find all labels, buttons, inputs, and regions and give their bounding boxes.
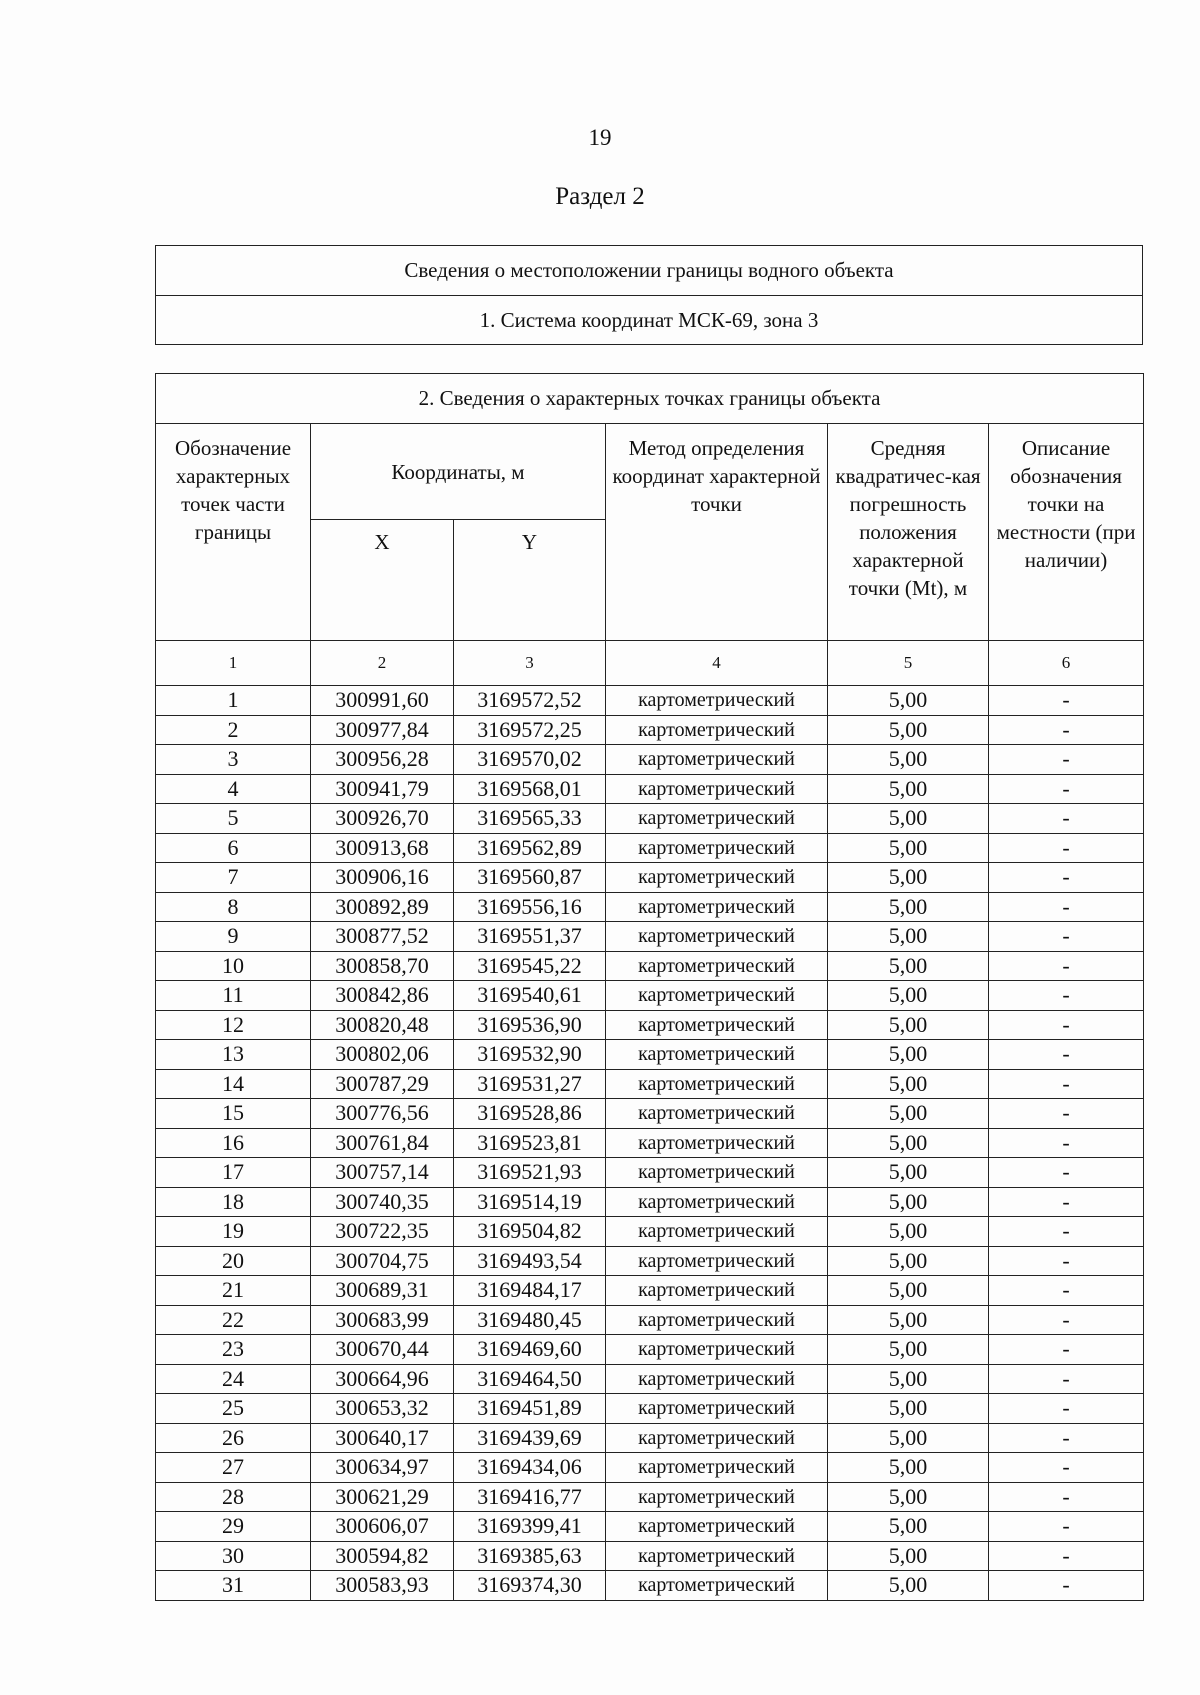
error-cell: 5,00 [828,922,989,952]
coordinate-system: 1. Система координат МСК-69, зона 3 [156,295,1142,344]
method-cell: картометрический [606,774,828,804]
y-coordinate-cell: 3169399,41 [454,1512,606,1542]
y-coordinate-cell: 3169464,50 [454,1364,606,1394]
x-coordinate-cell: 300820,48 [311,1010,454,1040]
header-coordinates: Координаты, м [311,424,606,520]
x-coordinate-cell: 300757,14 [311,1158,454,1188]
error-cell: 5,00 [828,715,989,745]
error-cell: 5,00 [828,1069,989,1099]
point-number-cell: 30 [156,1541,311,1571]
description-cell: - [989,1423,1144,1453]
point-number-cell: 13 [156,1040,311,1070]
header-description: Описание обозначения точки на местности (при наличии) [989,424,1144,641]
y-coordinate-cell: 3169523,81 [454,1128,606,1158]
method-cell: картометрический [606,1335,828,1365]
y-coordinate-cell: 3169484,17 [454,1276,606,1306]
point-number-cell: 29 [156,1512,311,1542]
error-cell: 5,00 [828,1276,989,1306]
point-number-cell: 2 [156,715,311,745]
method-cell: картометрический [606,1187,828,1217]
point-number-cell: 3 [156,745,311,775]
point-number-cell: 14 [156,1069,311,1099]
point-number-cell: 17 [156,1158,311,1188]
error-cell: 5,00 [828,1305,989,1335]
error-cell: 5,00 [828,1099,989,1129]
y-coordinate-cell: 3169532,90 [454,1040,606,1070]
description-cell: - [989,1305,1144,1335]
error-cell: 5,00 [828,1394,989,1424]
table-row [156,1246,1144,1276]
table-row [156,774,1144,804]
x-coordinate-cell: 300583,93 [311,1571,454,1601]
x-coordinate-cell: 300683,99 [311,1305,454,1335]
description-cell: - [989,833,1144,863]
error-cell: 5,00 [828,1423,989,1453]
table-row [156,745,1144,775]
point-number-cell: 5 [156,804,311,834]
error-cell: 5,00 [828,1571,989,1601]
point-number-cell: 7 [156,863,311,893]
x-coordinate-cell: 300634,97 [311,1453,454,1483]
x-coordinate-cell: 300877,52 [311,922,454,952]
table-row [156,1394,1144,1424]
point-number-cell: 8 [156,892,311,922]
description-cell: - [989,1187,1144,1217]
error-cell: 5,00 [828,1217,989,1247]
point-number-cell: 12 [156,1010,311,1040]
method-cell: картометрический [606,1217,828,1247]
method-cell: картометрический [606,1423,828,1453]
x-coordinate-cell: 300740,35 [311,1187,454,1217]
method-cell: картометрический [606,833,828,863]
y-coordinate-cell: 3169451,89 [454,1394,606,1424]
table-row [156,686,1144,716]
table-caption: 2. Сведения о характерных точках границы объекта [156,374,1144,424]
method-cell: картометрический [606,745,828,775]
point-number-cell: 15 [156,1099,311,1129]
point-number-cell: 31 [156,1571,311,1601]
method-cell: картометрический [606,922,828,952]
table-row [156,1305,1144,1335]
x-coordinate-cell: 300594,82 [311,1541,454,1571]
point-number-cell: 22 [156,1305,311,1335]
y-coordinate-cell: 3169560,87 [454,863,606,893]
column-number: 1 [156,641,311,686]
table-row [156,1512,1144,1542]
table-row [156,1541,1144,1571]
x-coordinate-cell: 300776,56 [311,1099,454,1129]
y-coordinate-cell: 3169469,60 [454,1335,606,1365]
point-number-cell: 19 [156,1217,311,1247]
point-number-cell: 6 [156,833,311,863]
x-coordinate-cell: 300941,79 [311,774,454,804]
error-cell: 5,00 [828,1541,989,1571]
description-cell: - [989,1217,1144,1247]
description-cell: - [989,1246,1144,1276]
y-coordinate-cell: 3169439,69 [454,1423,606,1453]
description-cell: - [989,1128,1144,1158]
point-number-cell: 18 [156,1187,311,1217]
x-coordinate-cell: 300802,06 [311,1040,454,1070]
method-cell: картометрический [606,1512,828,1542]
method-cell: картометрический [606,804,828,834]
table-row [156,1364,1144,1394]
y-coordinate-cell: 3169572,52 [454,686,606,716]
description-cell: - [989,1364,1144,1394]
description-cell: - [989,1069,1144,1099]
y-coordinate-cell: 3169385,63 [454,1541,606,1571]
table-row [156,981,1144,1011]
table-row [156,1158,1144,1188]
description-cell: - [989,1541,1144,1571]
y-coordinate-cell: 3169562,89 [454,833,606,863]
error-cell: 5,00 [828,1512,989,1542]
x-coordinate-cell: 300640,17 [311,1423,454,1453]
description-cell: - [989,922,1144,952]
x-coordinate-cell: 300913,68 [311,833,454,863]
point-number-cell: 10 [156,951,311,981]
y-coordinate-cell: 3169572,25 [454,715,606,745]
description-cell: - [989,715,1144,745]
table-row [156,833,1144,863]
method-cell: картометрический [606,1128,828,1158]
column-number: 6 [989,641,1144,686]
x-coordinate-cell: 300606,07 [311,1512,454,1542]
header-y: Y [454,520,606,641]
method-cell: картометрический [606,892,828,922]
error-cell: 5,00 [828,981,989,1011]
y-coordinate-cell: 3169570,02 [454,745,606,775]
y-coordinate-cell: 3169521,93 [454,1158,606,1188]
x-coordinate-cell: 300892,89 [311,892,454,922]
description-cell: - [989,892,1144,922]
table-row [156,1099,1144,1129]
y-coordinate-cell: 3169551,37 [454,922,606,952]
y-coordinate-cell: 3169531,27 [454,1069,606,1099]
method-cell: картометрический [606,1453,828,1483]
error-cell: 5,00 [828,1128,989,1158]
method-cell: картометрический [606,686,828,716]
info-title: Сведения о местоположении границы водного объекта [404,258,894,282]
error-cell: 5,00 [828,745,989,775]
method-cell: картометрический [606,1394,828,1424]
y-coordinate-cell: 3169514,19 [454,1187,606,1217]
description-cell: - [989,745,1144,775]
error-cell: 5,00 [828,1453,989,1483]
method-cell: картометрический [606,715,828,745]
table-row [156,863,1144,893]
header-designation: Обозначение характерных точек части границы [156,424,311,641]
point-number-cell: 1 [156,686,311,716]
section-title: Раздел 2 [555,183,645,210]
point-number-cell: 4 [156,774,311,804]
y-coordinate-cell: 3169536,90 [454,1010,606,1040]
x-coordinate-cell: 300858,70 [311,951,454,981]
table-row [156,1571,1144,1601]
description-cell: - [989,1482,1144,1512]
table-row [156,804,1144,834]
point-number-cell: 27 [156,1453,311,1483]
y-coordinate-cell: 3169416,77 [454,1482,606,1512]
table-row [156,1187,1144,1217]
error-cell: 5,00 [828,1482,989,1512]
header-error: Средняя квадратичес-кая погрешность положения характерной точки (Mt), м [828,424,989,641]
x-coordinate-cell: 300621,29 [311,1482,454,1512]
x-coordinate-cell: 300653,32 [311,1394,454,1424]
table-row [156,1069,1144,1099]
point-number-cell: 25 [156,1394,311,1424]
error-cell: 5,00 [828,951,989,981]
y-coordinate-cell: 3169556,16 [454,892,606,922]
method-cell: картометрический [606,1099,828,1129]
method-cell: картометрический [606,1246,828,1276]
y-coordinate-cell: 3169493,54 [454,1246,606,1276]
y-coordinate-cell: 3169434,06 [454,1453,606,1483]
description-cell: - [989,863,1144,893]
table-row [156,1423,1144,1453]
y-coordinate-cell: 3169374,30 [454,1571,606,1601]
x-coordinate-cell: 300906,16 [311,863,454,893]
description-cell: - [989,804,1144,834]
method-cell: картометрический [606,1571,828,1601]
table-row [156,1128,1144,1158]
table-row [156,1276,1144,1306]
method-cell: картометрический [606,1040,828,1070]
table-row [156,1217,1144,1247]
method-cell: картометрический [606,981,828,1011]
description-cell: - [989,981,1144,1011]
error-cell: 5,00 [828,1335,989,1365]
x-coordinate-cell: 300689,31 [311,1276,454,1306]
description-cell: - [989,1276,1144,1306]
error-cell: 5,00 [828,1158,989,1188]
column-number: 5 [828,641,989,686]
y-coordinate-cell: 3169540,61 [454,981,606,1011]
info-box [155,245,1143,345]
header-method: Метод определения координат характерной точки [606,424,828,641]
error-cell: 5,00 [828,1040,989,1070]
point-number-cell: 23 [156,1335,311,1365]
error-cell: 5,00 [828,833,989,863]
table-row [156,1010,1144,1040]
method-cell: картометрический [606,1276,828,1306]
point-number-cell: 11 [156,981,311,1011]
y-coordinate-cell: 3169545,22 [454,951,606,981]
column-number: 2 [311,641,454,686]
y-coordinate-cell: 3169565,33 [454,804,606,834]
description-cell: - [989,1099,1144,1129]
table-row [156,1040,1144,1070]
point-number-cell: 26 [156,1423,311,1453]
method-cell: картометрический [606,1158,828,1188]
point-number-cell: 20 [156,1246,311,1276]
points-table [155,373,1144,1601]
point-number-cell: 28 [156,1482,311,1512]
point-number-cell: 16 [156,1128,311,1158]
y-coordinate-cell: 3169480,45 [454,1305,606,1335]
description-cell: - [989,1010,1144,1040]
page-number: 19 [588,125,612,150]
table-row [156,715,1144,745]
description-cell: - [989,1040,1144,1070]
description-cell: - [989,686,1144,716]
error-cell: 5,00 [828,1187,989,1217]
x-coordinate-cell: 300704,75 [311,1246,454,1276]
description-cell: - [989,1335,1144,1365]
x-coordinate-cell: 300991,60 [311,686,454,716]
method-cell: картометрический [606,1305,828,1335]
point-number-cell: 21 [156,1276,311,1306]
description-cell: - [989,1571,1144,1601]
table-row [156,1335,1144,1365]
column-number: 4 [606,641,828,686]
x-coordinate-cell: 300722,35 [311,1217,454,1247]
x-coordinate-cell: 300761,84 [311,1128,454,1158]
column-numbers-row [156,641,1144,686]
x-coordinate-cell: 300956,28 [311,745,454,775]
description-cell: - [989,774,1144,804]
header-x: X [311,520,454,641]
method-cell: картометрический [606,1010,828,1040]
method-cell: картометрический [606,863,828,893]
point-number-cell: 24 [156,1364,311,1394]
description-cell: - [989,1158,1144,1188]
error-cell: 5,00 [828,774,989,804]
x-coordinate-cell: 300977,84 [311,715,454,745]
method-cell: картометрический [606,951,828,981]
method-cell: картометрический [606,1541,828,1571]
x-coordinate-cell: 300664,96 [311,1364,454,1394]
error-cell: 5,00 [828,686,989,716]
description-cell: - [989,1394,1144,1424]
y-coordinate-cell: 3169528,86 [454,1099,606,1129]
method-cell: картометрический [606,1364,828,1394]
table-row [156,922,1144,952]
table-row [156,892,1144,922]
description-cell: - [989,1512,1144,1542]
x-coordinate-cell: 300670,44 [311,1335,454,1365]
points-table-body [156,686,1144,1601]
error-cell: 5,00 [828,1010,989,1040]
description-cell: - [989,951,1144,981]
x-coordinate-cell: 300842,86 [311,981,454,1011]
table-row [156,1482,1144,1512]
error-cell: 5,00 [828,863,989,893]
error-cell: 5,00 [828,892,989,922]
method-cell: картометрический [606,1069,828,1099]
method-cell: картометрический [606,1482,828,1512]
y-coordinate-cell: 3169568,01 [454,774,606,804]
y-coordinate-cell: 3169504,82 [454,1217,606,1247]
table-row [156,1453,1144,1483]
table-row [156,951,1144,981]
error-cell: 5,00 [828,804,989,834]
x-coordinate-cell: 300926,70 [311,804,454,834]
description-cell: - [989,1453,1144,1483]
error-cell: 5,00 [828,1364,989,1394]
point-number-cell: 9 [156,922,311,952]
error-cell: 5,00 [828,1246,989,1276]
x-coordinate-cell: 300787,29 [311,1069,454,1099]
column-number: 3 [454,641,606,686]
